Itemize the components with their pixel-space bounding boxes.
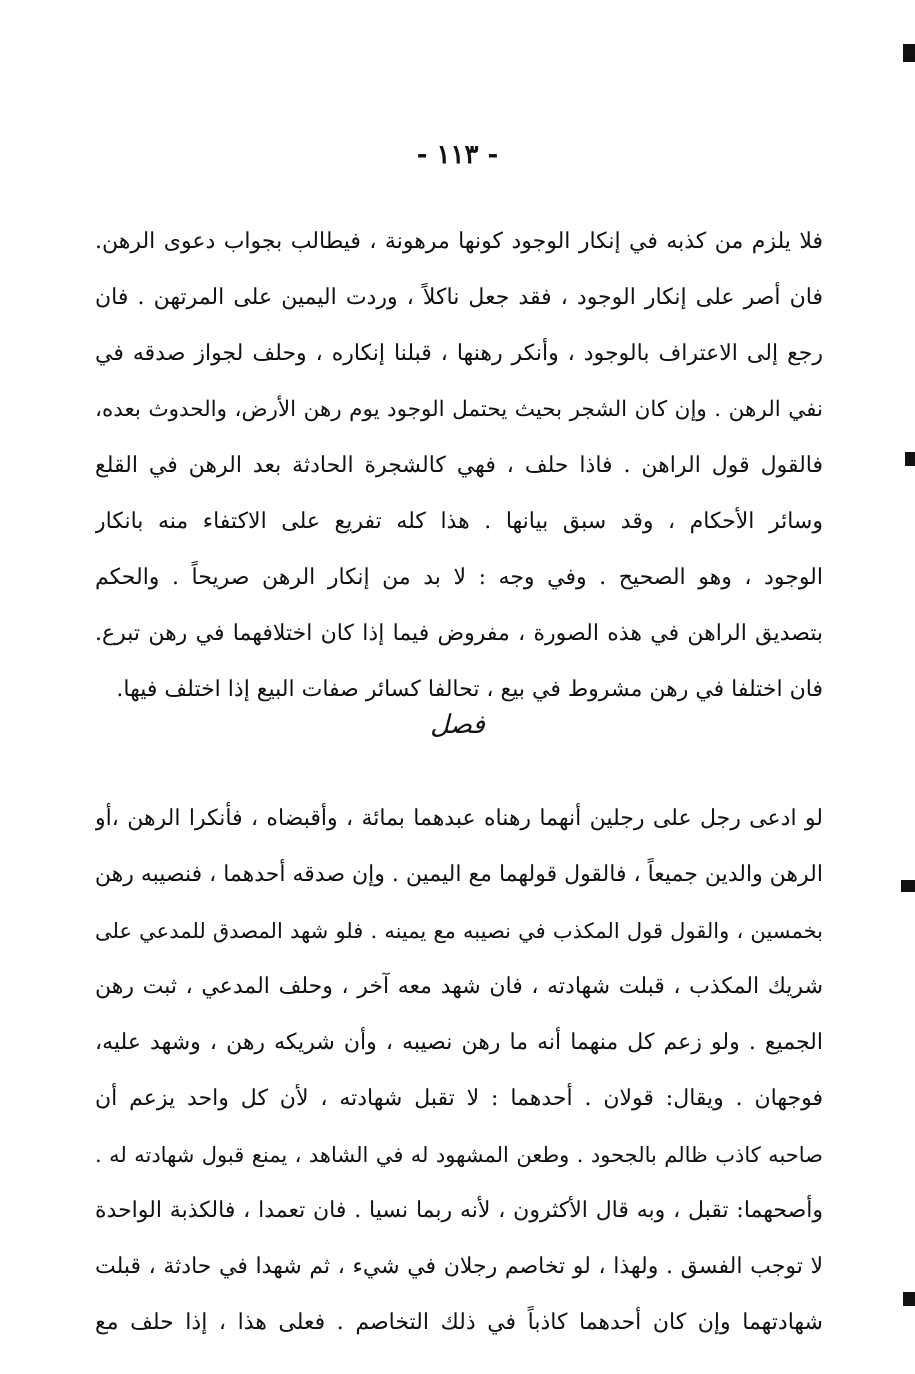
paragraph-line: فلا يلزم من كذبه في إنكار الوجود كونها مرهونة ، فيطالب بجواب دعوى الرهن.: [95, 229, 823, 254]
paragraph-line: لو ادعى رجل على رجلين أنهما رهناه عبدهما بمائة ، وأقبضاه ، فأنكرا الرهن ،أو: [95, 806, 823, 831]
paragraph-line: فوجهان . ويقال: قولان . أحدهما : لا تقبل شهادته ، لأن كل واحد يزعم أن: [95, 1086, 823, 1111]
paragraph-line: فان اختلفا في رهن مشروط في بيع ، تحالفا كسائر صفات البيع إذا اختلف فيها.: [116, 677, 823, 702]
scan-edge-mark: [903, 1292, 915, 1306]
scan-edge-mark: [901, 880, 915, 892]
paragraph-line: الجميع . ولو زعم كل منهما أنه ما رهن نصيبه ، وأن شريكه رهن ، وشهد عليه،: [95, 1030, 823, 1055]
paragraph-line: بتصديق الراهن في هذه الصورة ، مفروض فيما إذا كان اختلافهما في رهن تبرع.: [95, 621, 823, 646]
paragraph-line: وأصحهما: تقبل ، وبه قال الأكثرون ، لأنه ربما نسيا . فان تعمدا ، فالكذبة الواحدة: [95, 1198, 823, 1223]
page-number: - ١١٣ -: [416, 140, 499, 170]
paragraph-line: الوجود ، وهو الصحيح . وفي وجه : لا بد من إنكار الرهن صريحاً . والحكم: [95, 565, 823, 590]
scan-edge-mark: [905, 452, 915, 466]
paragraph-line: فالقول قول الراهن . فاذا حلف ، فهي كالشجرة الحادثة بعد الرهن في القلع: [95, 453, 823, 478]
paragraph-1: [95, 214, 823, 718]
scan-edge-mark: [903, 44, 915, 62]
paragraph-line: صاحبه كاذب ظالم بالجحود . وطعن المشهود له في الشاهد ، يمنع قبول شهادته له .: [95, 1143, 823, 1167]
paragraph-line: شهادتهما وإن كان أحدهما كاذباً في ذلك التخاصم . فعلى هذا ، إذا حلف مع: [95, 1310, 823, 1335]
paragraph-line: وسائر الأحكام ، وقد سبق بيانها . هذا كله تفريع على الاكتفاء منه بانكار: [95, 509, 823, 534]
paragraph-line: شريك المكذب ، قبلت شهادته ، فان شهد معه آخر ، وحلف المدعي ، ثبت رهن: [95, 974, 823, 999]
paragraph-line: نفي الرهن . وإن كان الشجر بحيث يحتمل الوجود يوم رهن الأرض، والحدوث بعده،: [95, 397, 823, 422]
paragraph-line: الرهن والدين جميعاً ، فالقول قولهما مع اليمين . وإن صدقه أحدهما ، فنصيبه رهن: [95, 862, 823, 887]
paragraph-line: لا توجب الفسق . ولهذا ، لو تخاصم رجلان في شيء ، ثم شهدا في حادثة ، قبلت: [95, 1254, 823, 1279]
paragraph-line: رجع إلى الاعتراف بالوجود ، وأنكر رهنها ، قبلنا إنكاره ، وحلف لجواز صدقه في: [95, 341, 823, 366]
paragraph-line: بخمسين ، والقول قول المكذب في نصيبه مع يمينه . فلو شهد المصدق للمدعي على: [95, 919, 823, 943]
paragraph-2: [95, 791, 823, 1351]
section-heading: فصل: [430, 710, 485, 740]
paragraph-line: فان أصر على إنكار الوجود ، فقد جعل ناكلاً ، وردت اليمين على المرتهن . فان: [95, 285, 823, 310]
